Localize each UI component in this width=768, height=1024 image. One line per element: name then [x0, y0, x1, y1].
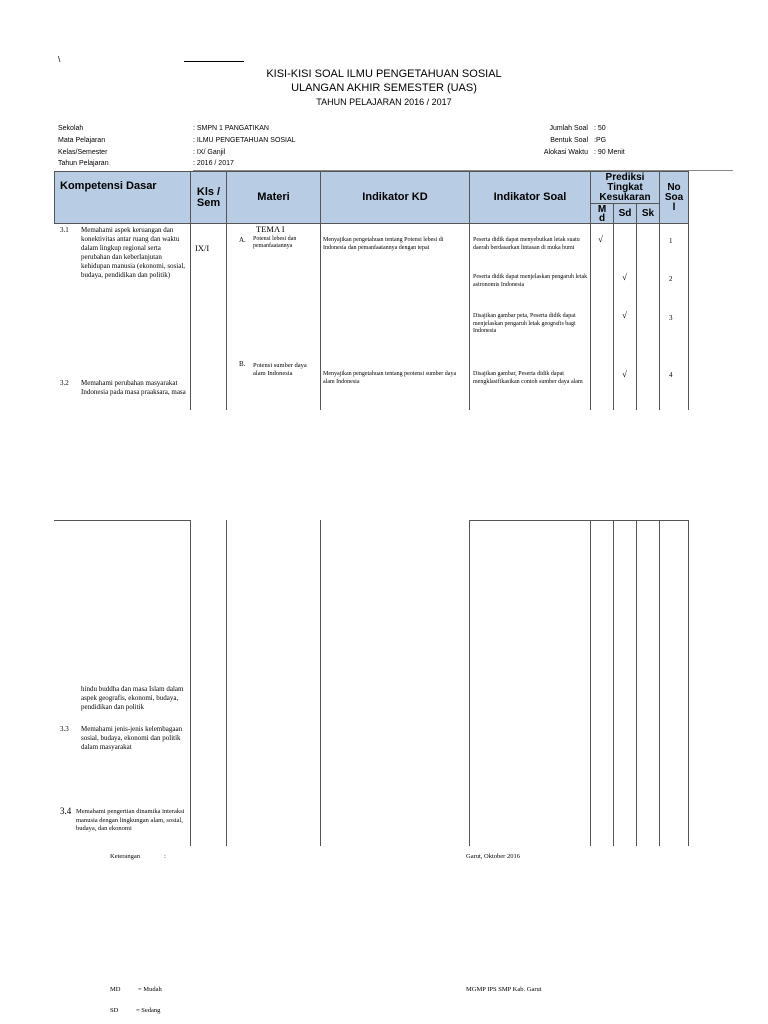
- col-line: [190, 224, 191, 410]
- col-line: [226, 224, 227, 410]
- lower-col-line: [659, 520, 660, 846]
- no-soal-2: 2: [669, 275, 673, 283]
- info-sekolah-label: Sekolah: [58, 125, 84, 132]
- header-indikator-kd: Indikator KD: [320, 171, 470, 224]
- info-mapel-value: : ILMU PENGETAHUAN SOSIAL: [193, 137, 296, 144]
- lower-col-line: [226, 520, 227, 846]
- indikator-kd-2: Menyajikan pengetahuan tentang peotensi sumber daya alam Indonesia: [323, 371, 457, 385]
- info-jumlah-label: Jumlah Soal: [549, 125, 588, 132]
- lower-col-line: [688, 520, 689, 846]
- kd-32-text: Memahami perubahan masyarakat Indonesia pada masa praaksara, masa: [81, 379, 186, 396]
- kd-33-number: 3.3: [60, 725, 69, 733]
- info-alokasi-label: Alokasi Waktu: [543, 149, 588, 156]
- lower-col-line: [590, 520, 591, 846]
- info-tahun-value: : 2016 / 2017: [193, 160, 234, 167]
- col-line: [659, 224, 660, 410]
- col-line: [613, 224, 614, 410]
- header-kompetensi-dasar: Kompetensi Dasar: [54, 171, 191, 224]
- lower-col-line: [190, 520, 191, 846]
- materi-a-letter: A.: [239, 236, 246, 244]
- kd-34-text: Memahami pengertian dinamika interaksi manusia dengan lingkungan alam, sosial, budaya, dan ekonomi: [76, 808, 185, 832]
- indikator-soal-4: Disajikan gambar, Peserta didik dapat mengklasifikasikan contoh sumber daya alam: [473, 371, 583, 385]
- info-tahun-label: Tahun Pelajaran: [58, 160, 109, 167]
- materi-b-text: Potensi sumber daya alam Indonesia: [253, 362, 307, 377]
- lower-col-line: [613, 520, 614, 846]
- kd-33-text: Memahami jenis-jenis kelembagaan sosial, budaya, ekonomi dan politik dalam masyarakat: [81, 725, 183, 751]
- check-sd-4: √: [622, 369, 627, 379]
- header-sk: Sk: [636, 203, 660, 224]
- lower-top-line-left: [54, 520, 190, 521]
- title-line-3: TAHUN PELAJARAN 2016 / 2017: [316, 97, 452, 107]
- indikator-soal-2: Peserta didik dapat menjelaskan pengaruh letak astronomis Indonesia: [473, 274, 588, 288]
- check-sd-2: √: [622, 272, 627, 282]
- materi-b-letter: B.: [239, 360, 246, 368]
- info-mapel-label: Mata Pelajaran: [58, 137, 106, 144]
- info-bentuk-value: :PG: [594, 137, 607, 144]
- organization: MGMP IPS SMP Kab. Garut: [466, 986, 542, 993]
- col-line: [590, 224, 591, 410]
- keterangan-label: Keterangan: [110, 853, 140, 860]
- info-kelas-label: Kelas/Semester: [58, 149, 108, 156]
- info-kelas-value: : IX/ Ganjil: [193, 149, 226, 156]
- col-line: [636, 224, 637, 410]
- lower-col-line: [320, 520, 321, 846]
- kls-sem-value: IX/I: [195, 243, 210, 253]
- keterangan-colon: :: [164, 853, 166, 860]
- info-jumlah-value: : 50: [594, 125, 606, 132]
- info-sekolah-value: : SMPN 1 PANGATIKAN: [193, 125, 269, 132]
- indikator-soal-3: Disajikan gambar peta, Peserta didik dapat menjelaskan pengaruh letak geografis bagi Indonesia: [473, 313, 576, 334]
- top-underline: [184, 61, 244, 62]
- check-sd-3: √: [622, 310, 627, 320]
- kd-31-text: Memahami aspek keruangan dan konektivitas antar ruang dan waktu dalam lingkup regional serta perubahan dan keberlanjutan kehidupan manusia (ekonomi, sosial, budaya, pendidikan dan politik): [81, 226, 186, 279]
- title-line-2: ULANGAN AKHIR SEMESTER (UAS): [291, 82, 477, 94]
- info-bentuk-label: Bentuk Soal: [550, 137, 588, 144]
- info-alokasi-value: : 90 Menit: [594, 149, 625, 156]
- legend-sd-label: SD: [110, 1007, 119, 1014]
- title-line-1: KISI-KISI SOAL ILMU PENGETAHUAN SOSIAL: [266, 68, 502, 80]
- header-prediksi: Prediksi Tingkat Kesukaran: [590, 171, 660, 204]
- no-soal-4: 4: [669, 371, 673, 379]
- lower-top-line-right: [469, 520, 688, 521]
- no-soal-1: 1: [669, 237, 673, 245]
- indikator-soal-1: Peserta didik dapat menyebutkan letak suatu daerah berdasarkan lintasan di muka bumi: [473, 237, 580, 251]
- header-indikator-soal: Indikator Soal: [469, 171, 591, 224]
- no-soal-3: 3: [669, 314, 673, 322]
- col-line: [320, 224, 321, 410]
- header-md: M d: [590, 203, 614, 224]
- lower-col-line: [469, 520, 470, 846]
- header-materi: Materi: [226, 171, 321, 224]
- check-md-1: √: [598, 234, 603, 244]
- indikator-kd-1: Menyajikan pengetahuan tentang Potensi lebesi di Indonesia dan pemanfaatannya dengan tepat: [323, 237, 444, 251]
- header-kls-sem: Kls / Sem: [190, 171, 227, 224]
- materi-a-text: Potensi lebesi dan pemanfaatannya: [253, 236, 297, 249]
- corner-mark: \: [58, 54, 61, 64]
- legend-md-value: = Mudah: [138, 986, 162, 993]
- lower-col-line: [636, 520, 637, 846]
- header-sd: Sd: [613, 203, 637, 224]
- legend-sd-value: = Sedang: [136, 1007, 161, 1014]
- tema-label: TEMA I: [256, 224, 285, 234]
- col-line: [469, 224, 470, 410]
- legend-md-label: MD: [110, 986, 121, 993]
- place-date: Garut, Oktober 2016: [466, 853, 520, 860]
- kd-31-number: 3.1: [60, 226, 69, 234]
- kd-32-number: 3.2: [60, 379, 69, 387]
- header-no-soal: No Soa l: [659, 171, 689, 224]
- col-line: [688, 224, 689, 410]
- kd-34-number: 3.4: [60, 806, 72, 816]
- kd-32-continued: hindu buddha dan masa Islam dalam aspek geografis, ekonomi, budaya, pendidikan dan politik: [81, 685, 184, 711]
